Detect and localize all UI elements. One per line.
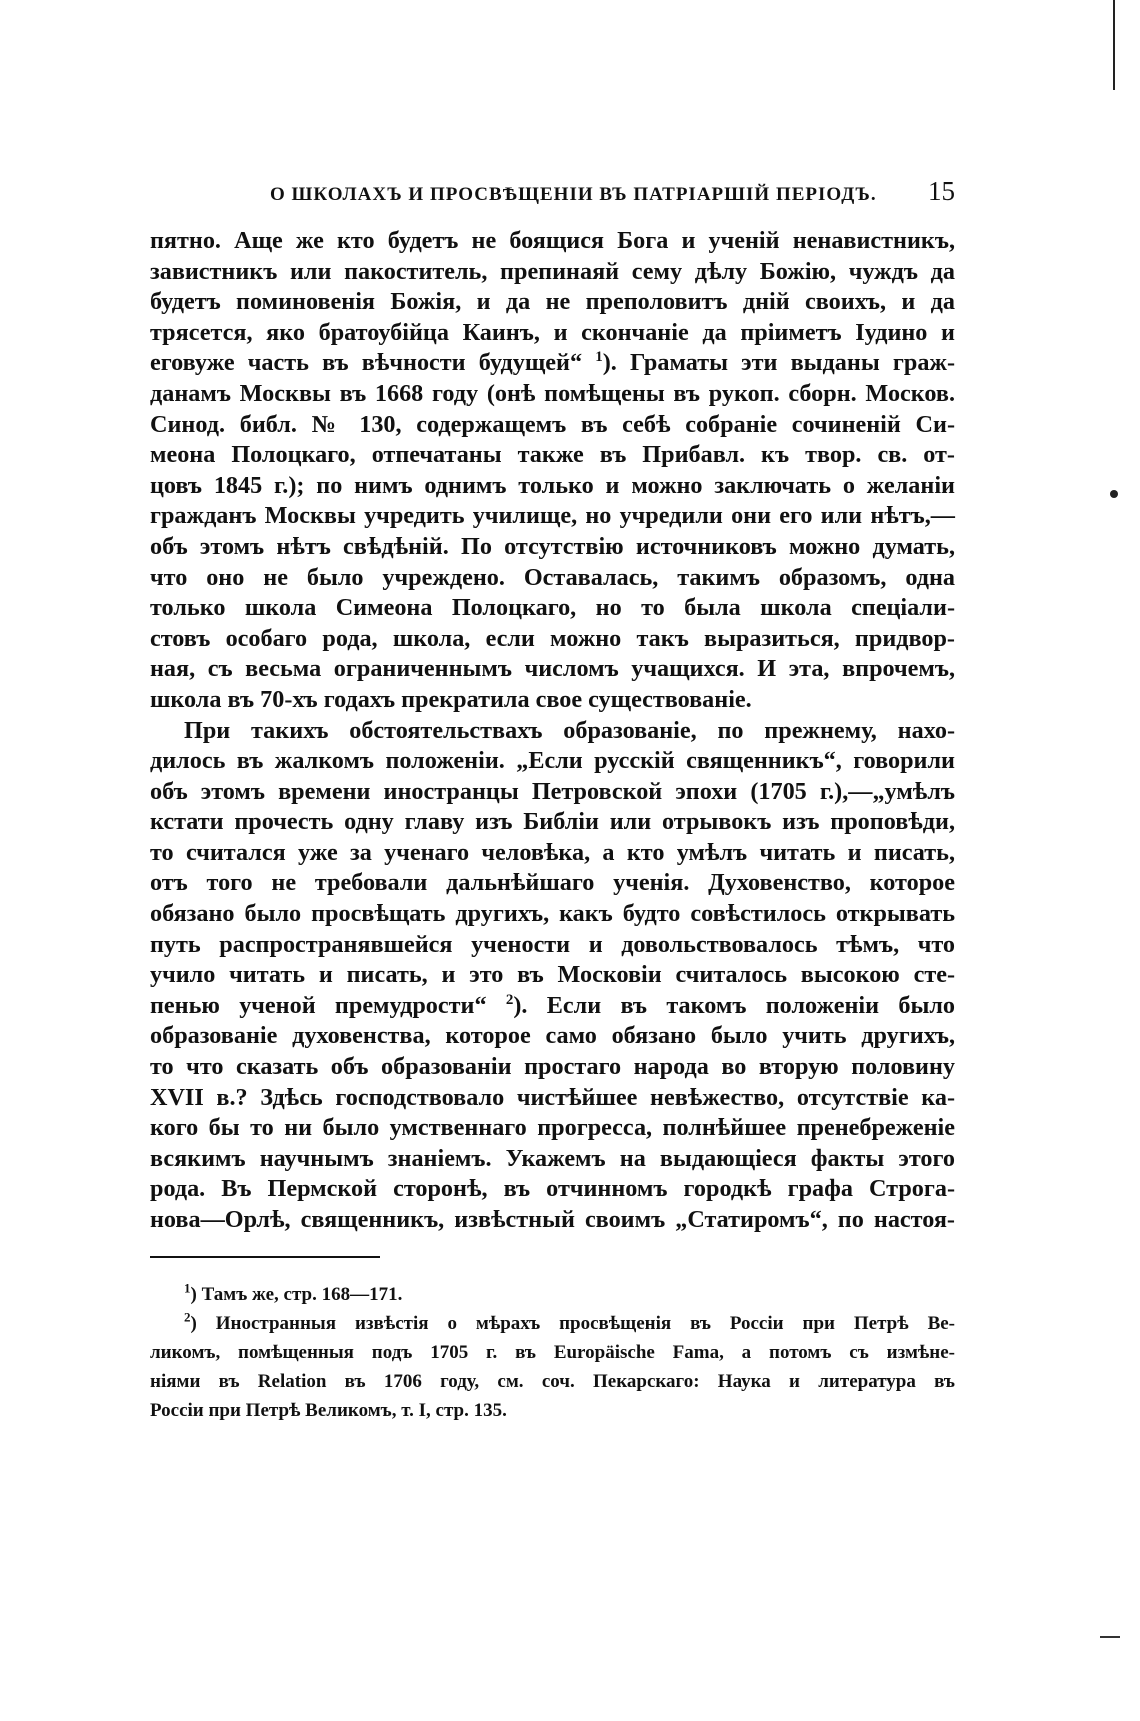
text-line: объ этомъ нѣтъ свѣдѣній. По отсутствію источниковъ можно думать, bbox=[150, 532, 955, 560]
text-line: обязано было просвѣщать другихъ, какъ будто совѣстилось открывать bbox=[150, 900, 955, 928]
text-line: XVII в.? Здѣсь господствовало чистѣйшее невѣжество, отсутствіе ка- bbox=[150, 1083, 955, 1111]
paragraph-2 bbox=[150, 716, 955, 1236]
paragraph-1 bbox=[150, 226, 955, 716]
text-line: путь распространявшейся учености и довольствовалось тѣмъ, что bbox=[150, 930, 955, 958]
text-line: всякимъ научнымъ знаніемъ. Укажемъ на выдающіеся факты этого bbox=[150, 1144, 955, 1172]
text-line: дилось въ жалкомъ положеніи. „Если русскій священникъ“, говорили bbox=[150, 747, 955, 775]
text-line: пятно. Аще же кто будетъ не боящися Бога и ученій ненавистникъ, bbox=[150, 227, 955, 254]
text-line: завистникъ или пакоститель, препинаяй сему дѣлу Божію, чуждъ да bbox=[150, 257, 955, 285]
margin-dot bbox=[1110, 490, 1118, 498]
text-line: то считался уже за ученаго человѣка, а кто умѣлъ читать и писать, bbox=[150, 838, 955, 866]
text-line bbox=[150, 991, 955, 1022]
text-line: трясется, яко братоубійца Каинъ, и скончаніе да пріиметъ Іудино и bbox=[150, 318, 955, 346]
text-line: будетъ поминовенія Божія, и да не преполовитъ дній своихъ, и да bbox=[150, 288, 955, 316]
page-number: 15 bbox=[928, 176, 955, 206]
footnotes bbox=[150, 1280, 955, 1425]
text-line: кого бы то ни было умственнаго прогресса, полнѣйшее пренебреженіе bbox=[150, 1114, 955, 1142]
text-line: меона Полоцкаго, отпечатаны также въ Прибавл. къ твор. св. от- bbox=[150, 441, 955, 469]
text-line: ная, съ весьма ограниченнымъ числомъ учащихся. И эта, впрочемъ, bbox=[150, 655, 955, 683]
text-line: то что сказать объ образованіи простаго народа во вторую половину bbox=[150, 1053, 955, 1081]
text-fragment: пенью ученой премудрости“ bbox=[150, 991, 487, 1019]
text-line: школа въ 70-хъ годахъ прекратила свое существованіе. bbox=[150, 685, 752, 713]
text-line: учило читать и писать, и это въ Московіи считалось высокою сте- bbox=[150, 961, 955, 989]
text-line: что оно не было учреждено. Оставалась, такимъ образомъ, одна bbox=[150, 563, 955, 591]
footnote-ref-1: 1 bbox=[595, 349, 603, 366]
text-line bbox=[150, 348, 955, 379]
footnote-text: ) Тамъ же, стр. 168—171. bbox=[190, 1283, 403, 1305]
footnote-mark: 1 bbox=[184, 1280, 191, 1296]
footnote-2 bbox=[150, 1309, 955, 1338]
text-line: образованіе духовенства, которое само обязано было учить другихъ, bbox=[150, 1022, 955, 1050]
footnote-text: ) Иностранныя извѣстія о мѣрахъ просвѣщенія въ Россіи при Петрѣ Ве- bbox=[190, 1312, 955, 1334]
book-page bbox=[150, 176, 955, 1425]
text-line: объ этомъ времени иностранцы Петровской эпохи (1705 г.),—„умѣлъ bbox=[150, 777, 955, 805]
text-line: нова—Орлѣ, священникъ, извѣстный своимъ „Статиромъ“, по настоя- bbox=[150, 1206, 955, 1233]
text-line: отъ того не требовали дальнѣйшаго ученія. Духовенство, которое bbox=[150, 869, 955, 897]
text-line: стовъ особаго рода, школа, если можно такъ выразиться, придвор- bbox=[150, 624, 955, 652]
footnote-rule bbox=[150, 1256, 380, 1258]
text-line: только школа Симеона Полоцкаго, но то была школа спеціали- bbox=[150, 594, 955, 622]
text-line: гражданъ Москвы учредить училище, но учредили они его или нѣтъ,— bbox=[150, 502, 955, 530]
scan-edge-line bbox=[1113, 0, 1115, 90]
footnote-mark: 2 bbox=[184, 1309, 191, 1325]
running-title: О ШКОЛАХЪ И ПРОСВѢЩЕНІИ ВЪ ПАТРІАРШІЙ ПЕРІОДЪ. bbox=[270, 184, 877, 205]
text-fragment: ). Если въ такомъ положеніи было bbox=[513, 991, 955, 1019]
text-line: При такихъ обстоятельствахъ образованіе, по прежнему, нахо- bbox=[184, 716, 955, 744]
footnote-line: ніями въ Relation въ 1706 году, см. соч. Пекарскаго: Наука и литература въ bbox=[150, 1370, 955, 1392]
body-text bbox=[150, 226, 955, 1236]
text-line: цовъ 1845 г.); по нимъ однимъ только и можно заключать о желаніи bbox=[150, 471, 955, 499]
text-line: рода. Въ Пермской сторонѣ, въ отчинномъ городкѣ графа Строга- bbox=[150, 1175, 955, 1203]
text-line: данамъ Москвы въ 1668 году (онѣ помѣщены въ рукоп. сборн. Москов. bbox=[150, 379, 955, 407]
text-line: Синод. библ. № 130, содержащемъ въ себѣ собраніе сочиненій Си- bbox=[150, 410, 955, 438]
footnote-line: Россіи при Петрѣ Великомъ, т. I, стр. 135. bbox=[150, 1399, 507, 1421]
text-fragment: ). Граматы эти выданы граж- bbox=[602, 349, 956, 377]
running-head bbox=[150, 176, 955, 216]
footnote-1 bbox=[150, 1280, 955, 1309]
footnote-ref-2: 2 bbox=[505, 991, 514, 1008]
text-line: кстати прочесть одну главу изъ Библіи или отрывокъ изъ проповѣди, bbox=[150, 808, 955, 836]
margin-dash bbox=[1100, 1636, 1120, 1638]
footnote-line: ликомъ, помѣщенныя подъ 1705 г. въ Europäische Fama, а потомъ съ измѣне- bbox=[150, 1341, 955, 1363]
text-fragment: еговуже часть въ вѣчности будущей“ bbox=[150, 349, 583, 377]
